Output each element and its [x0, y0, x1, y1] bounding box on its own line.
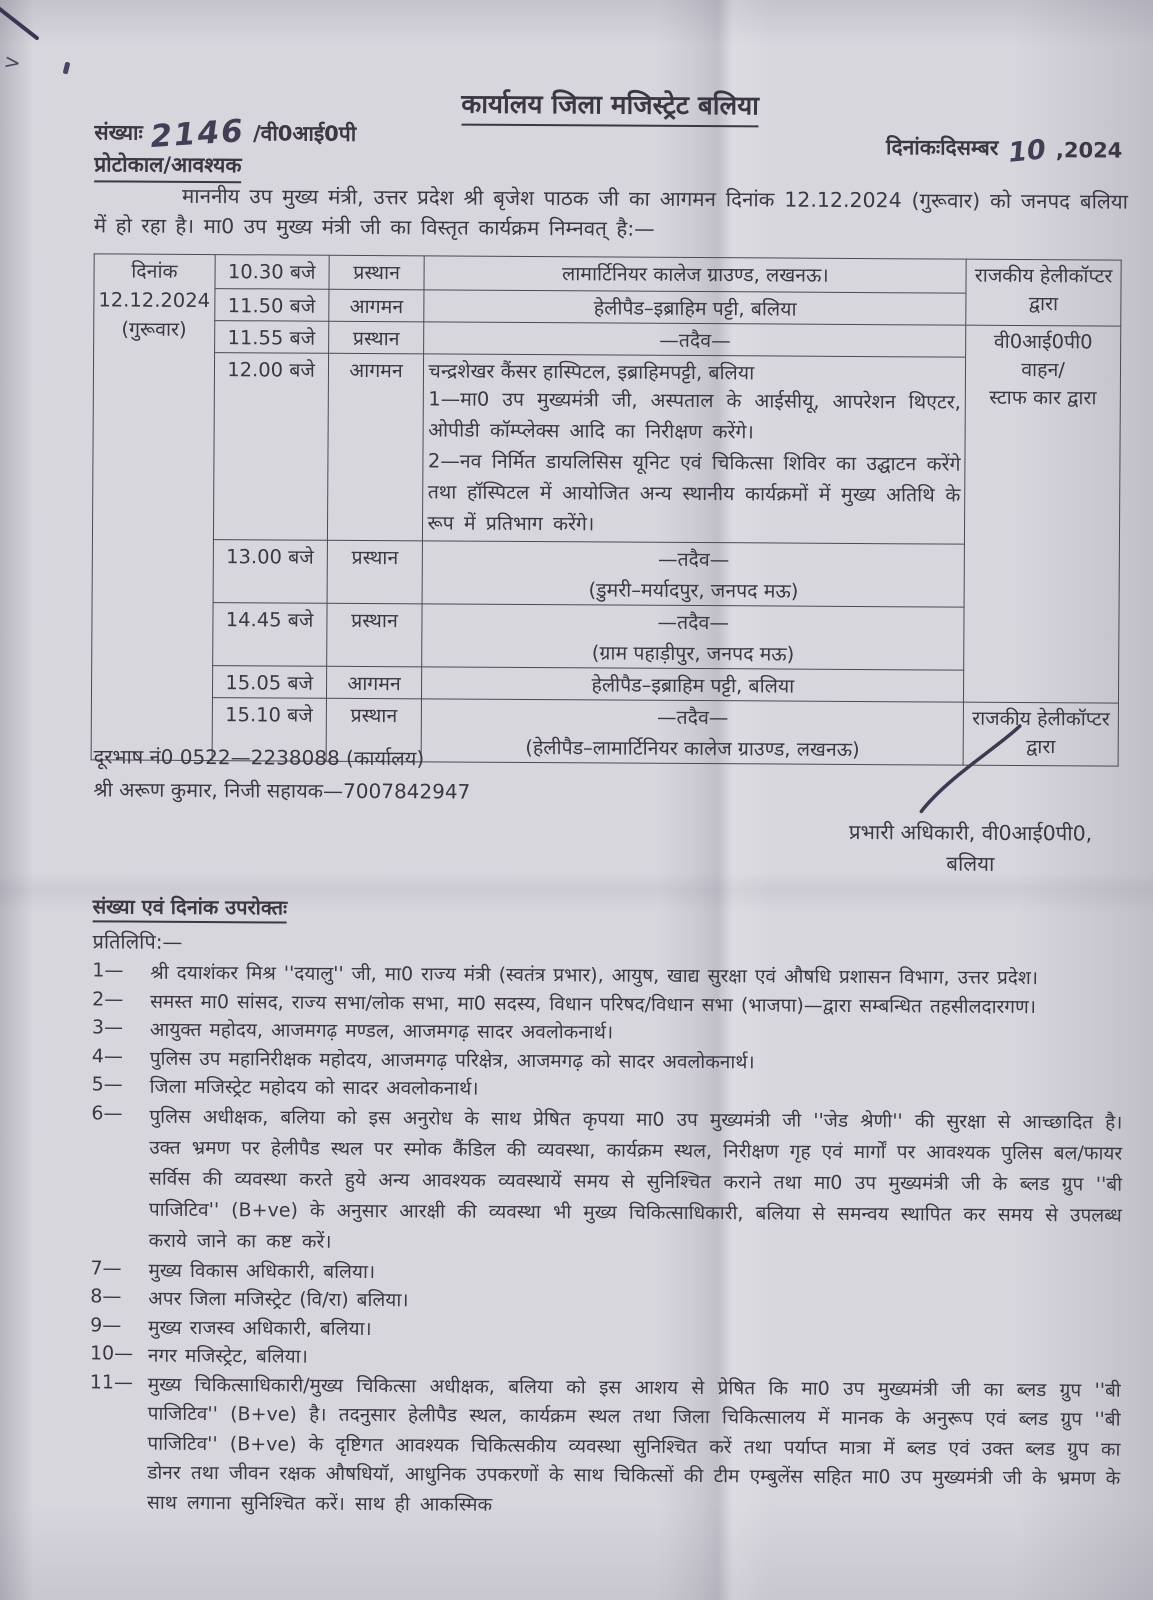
signature-stroke	[891, 719, 1032, 820]
phone-line: दूरभाष नं0 0522—2238088 (कार्यालय)	[93, 744, 425, 771]
time-cell: 10.30 बजे	[215, 255, 329, 290]
copy-section	[89, 892, 1124, 1523]
signatory-place: बलिया	[946, 851, 995, 876]
copy-item: 2— समस्त मा0 सांसद, राज्य सभा/लोक सभा, मा0 सदस्य, विधान परिषद/विधान सभा (भाजपा)—द्वारा सम्बन्धित तहसीलदारगण।	[92, 987, 1037, 1018]
action-cell: आगमन	[327, 353, 424, 541]
copy-item: 3— आयुक्त महोदय, आजमगढ़ मण्डल, आजमगढ़ सादर अवलोकनार्थ।	[91, 1016, 614, 1044]
action-cell: प्रस्थान	[326, 603, 422, 667]
action-cell: आगमन	[328, 289, 424, 322]
action-cell: प्रस्थान	[326, 698, 422, 762]
copy-item: 6— पुलिस अधीक्षक, बलिया को इस अनुरोध के साथ प्रेषित कृपया मा0 उप मुख्यमंत्री जी ''जेड श्रेणी'' की सुरक्षा से आच्छादित है। उक्त भ्रमण पर हेलीपैड स्थल पर स्मोक कैंडिल की व्यवस्था, कार्यक्रम स्थल, निरीक्षण गृह एवं मार्गों पर आवश्यक पुलिस बल/फायर सर्विस की व्यवस्था करते हुये अन्य आवश्यक व्यवस्थायें समय से सुनिश्चित कराने तथा मा0 उप मुख्यमंत्री जी के ब्लड ग्रुप ''बी पाजिटिव'' (B+ve) के अनुसार आरक्षी की व्यवस्था भी मुख्य चिकित्साधिकारी, बलिया से समन्वय स्थापित कर समय से उपलब्ध कराये जाने का कष्ट करें।	[91, 1101, 1123, 1253]
time-cell: 12.00 बजे	[213, 353, 328, 541]
copy-item: 10— नगर मजिस्ट्रेट, बलिया।	[89, 1342, 308, 1368]
action-cell: प्रस्थान	[328, 321, 424, 354]
detail-cell: —तदैव— (डुमरी–मर्यादपुर, जनपद मऊ)	[423, 541, 965, 607]
signatory-title: प्रभारी अधिकारी, वी0आई0पी0,	[848, 819, 1093, 846]
copy-heading: संख्या एवं दिनांक उपरोक्तः	[93, 892, 288, 923]
assistant-line: श्री अरूण कुमार, निजी सहायक—7007842947	[93, 777, 471, 804]
date-year: ,2024	[1055, 138, 1123, 163]
contact-block	[93, 740, 470, 808]
copy-item: 7— मुख्य विकास अधिकारी, बलिया।	[90, 1256, 376, 1283]
action-cell: प्रस्थान	[329, 255, 425, 290]
action-cell: प्रस्थान	[327, 540, 423, 604]
detail-cell: हेलीपैड–इब्राहिम पट्टी, बलिया	[424, 290, 966, 325]
transport-cell-helicopter: राजकीय हेलीकॉप्टर द्वारा	[966, 259, 1121, 326]
time-cell: 11.50 बजे	[214, 289, 328, 322]
date-day-handwritten: 10	[1006, 134, 1048, 169]
page-title: कार्यालय जिला मजिस्ट्रेट बलिया	[461, 85, 759, 128]
date-group	[886, 133, 1123, 169]
intro-paragraph: माननीय उप मुख्य मंत्री, उत्तर प्रदेश श्री बृजेश पाठक जी का आगमन दिनांक 12.12.2024 (गुरूवार) को जनपद बलिया में हो रहा है। मा0 उप मुख्य मंत्री जी का विस्तृत कार्यक्रम निम्नवत् है:—	[93, 183, 1129, 241]
date-label: दिनांकःदिसम्बर	[886, 135, 999, 160]
ref-label: संख्याः	[94, 120, 143, 145]
transport-cell-vip-vehicle: वी0आई0पी0 वाहन/ स्टाफ कार द्वारा	[964, 325, 1121, 703]
transport-cell-helicopter-return: राजकीय हेलीकॉप्टर द्वारा	[963, 702, 1118, 766]
detail-cell: —तदैव—	[424, 322, 966, 357]
schedule-table	[91, 253, 1122, 766]
time-cell: 11.55 बजे	[214, 321, 328, 354]
detail-cell: —तदैव— (हेलीपैड–लामार्टिनियर कालेज ग्राउण्ड, लखनऊ)	[422, 699, 964, 765]
detail-cell: चन्द्रशेखर कैंसर हास्पिटल, इब्राहिमपट्टी, बलिया 1—मा0 उप मुख्यमंत्री जी, अस्पताल के आईसीयू, आपरेशन थिएटर, ओपीडी कॉम्प्लेक्स आदि का निरीक्षण करेंगे। 2—नव निर्मित डायलिसिस यूनिट एवं चिकित्सा शिविर का उद्घाटन करेंगे तथा हॉस्पिटल में आयोजित अन्य स्थानीय कार्यक्रमों में मुख्य अतिथि के रूप में प्रतिभाग करेंगे।	[423, 354, 966, 544]
copy-item: 11— मुख्य चिकित्साधिकारी/मुख्य चिकित्सा अधीक्षक, बलिया को इस आशय से प्रेषित कि मा0 उप मुख्यमंत्री जी का ब्लड ग्रुप ''बी पाजिटिव'' (B+ve) है। तदनुसार हेलीपैड स्थल, कार्यक्रम स्थल तथा जिला चिकित्सालय में मानक के अनुरूप एवं ब्लड ग्रुप ''बी पाजिटिव'' (B+ve) के दृष्टिगत आवश्यक चिकित्सकीय व्यवस्था सुनिश्चित करें तथा पर्याप्त मात्रा में ब्लड एवं उक्त ब्लड ग्रुप का डोनर तथा जीवन रक्षक औषधियॉ, आधुनिक उपकरणों के साथ चिकित्सों की टीम एम्बुलेंस सहित मा0 उप मुख्यमंत्री जी के भ्रमण के साथ लगाना सुनिश्चित करें। साथ ही आकस्मिक	[89, 1370, 1121, 1516]
copy-item: 1— श्री दयाशंकर मिश्र ''दयालु'' जी, मा0 राज्य मंत्री (स्वतंत्र प्रभार), आयुष, खाद्य सुरक्षा एवं औषधि प्रशासन विभाग, उत्तर प्रदेश।	[92, 959, 1039, 990]
time-cell: 15.10 बजे	[212, 698, 326, 762]
detail-cell: लामार्टिनियर कालेज ग्राउण्ड, लखनऊ।	[424, 256, 966, 293]
time-cell: 15.05 बजे	[212, 666, 326, 699]
time-cell: 14.45 बजे	[212, 603, 326, 667]
signatory-block	[849, 817, 1093, 880]
copy-item: 4— पुलिस उप महानिरीक्षक महोदय, आजमगढ़ परिक्षेत्र, आजमगढ़ को सादर अवलोकनार्थ।	[91, 1044, 755, 1073]
pen-arrow-mark: >	[2, 48, 23, 76]
action-cell: आगमन	[326, 666, 422, 699]
ref-number-handwritten: 2146	[149, 113, 247, 155]
detail-cell: हेलीपैड–इब्राहिम पट्टी, बलिया	[422, 667, 964, 702]
protocol-label: प्रोटोकाल/आवश्यक	[94, 150, 241, 183]
detail-cell: —तदैव— (ग्राम पहाड़ीपुर, जनपद मऊ)	[422, 604, 964, 670]
ref-suffix: /वी0आई0पी	[252, 121, 357, 146]
date-cell: दिनांक 12.12.2024 (गुरूवार)	[91, 254, 215, 761]
time-cell: 13.00 बजे	[213, 540, 327, 604]
copy-subheading: प्रतिलिपि:—	[92, 929, 183, 954]
copy-item: 5— जिला मजिस्ट्रेट महोदय को सादर अवलोकनार्थ।	[91, 1073, 479, 1100]
copy-item: 8— अपर जिला मजिस्ट्रेट (वि/रा) बलिया।	[90, 1285, 409, 1312]
reference-number-group	[94, 113, 357, 155]
copy-item: 9— मुख्य राजस्व अधिकारी, बलिया।	[90, 1313, 372, 1340]
